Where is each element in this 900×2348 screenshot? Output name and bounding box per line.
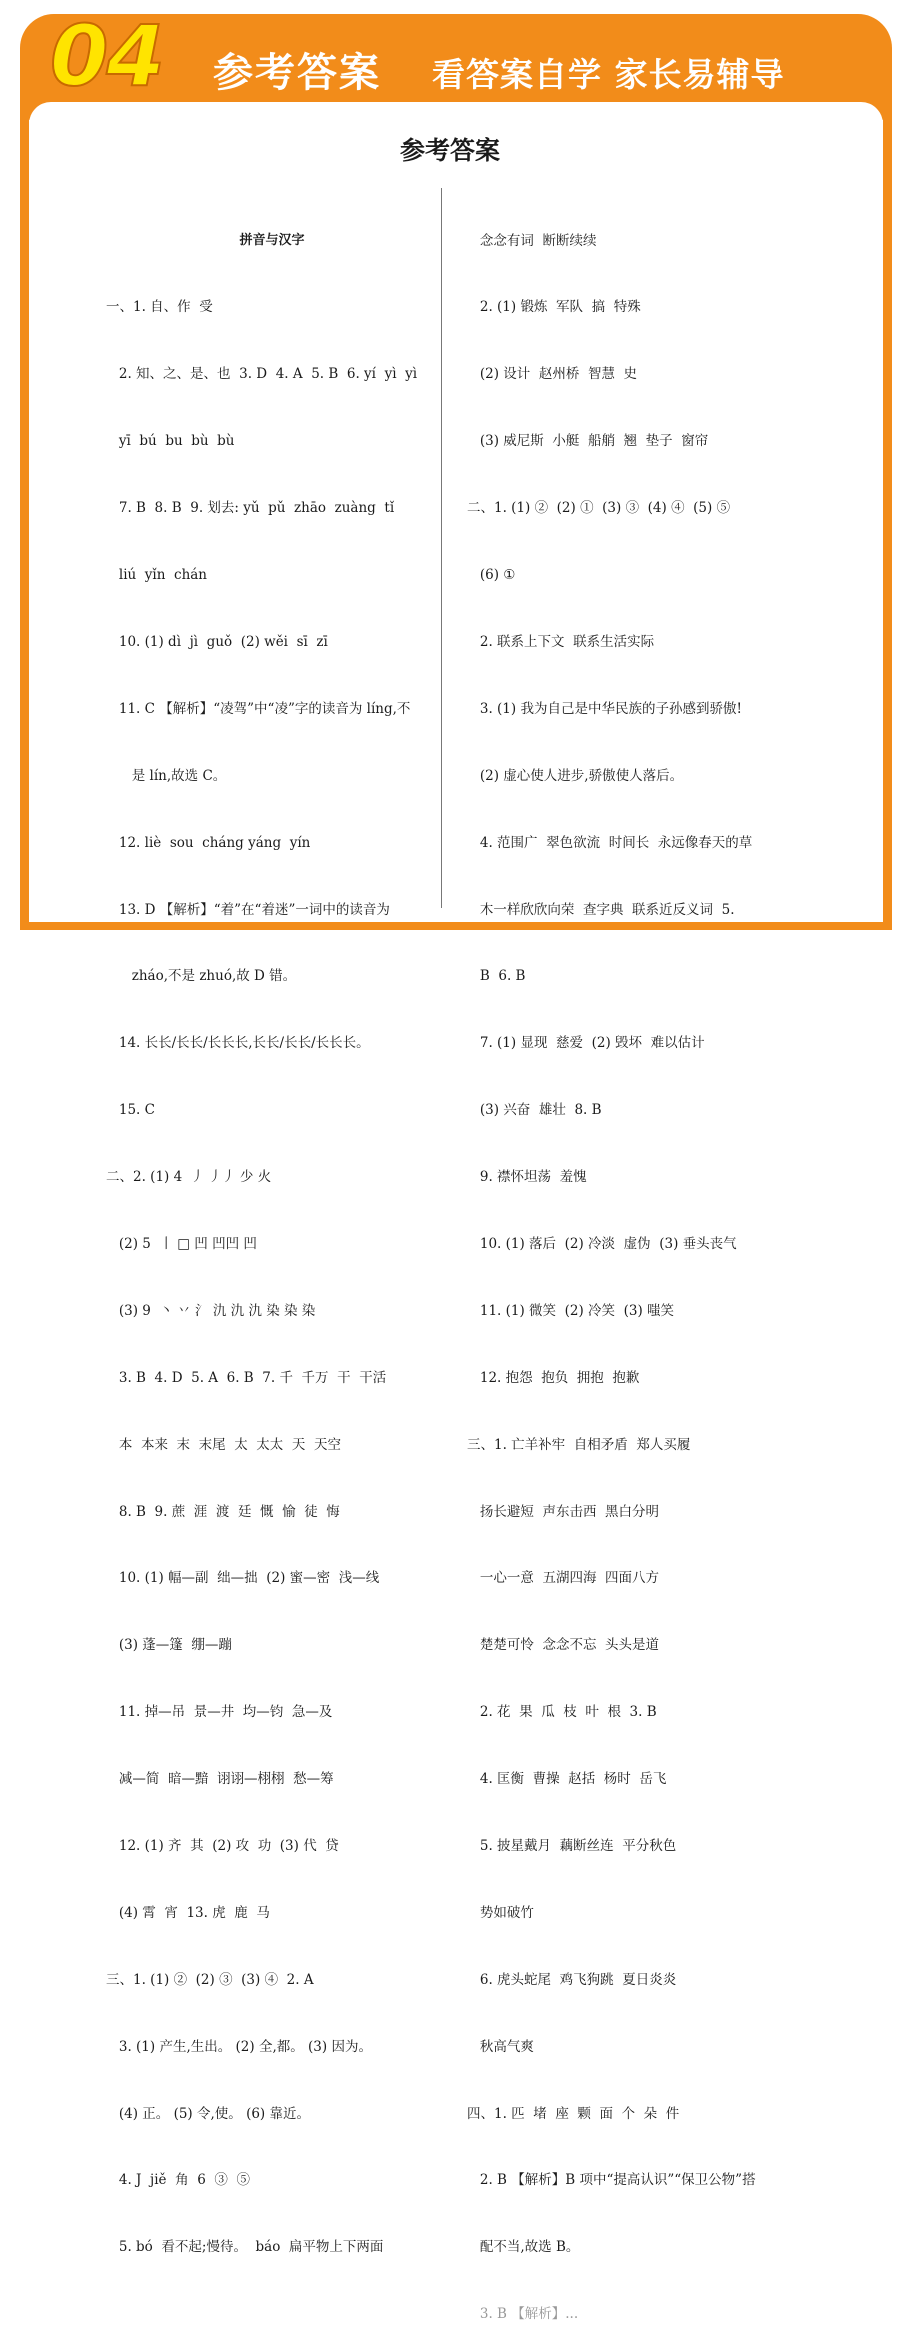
answer-line: (3) 9 丶 丷 氵 氿 氿 氿 染 染 染 bbox=[106, 1302, 316, 1319]
answer-line: 15. C bbox=[106, 1102, 155, 1119]
section-number-badge: 04 bbox=[50, 7, 163, 105]
answer-line: (3) 兴奋 雄壮 8. B bbox=[467, 1102, 602, 1119]
answer-line: 2. 知、之、是、也 3. D 4. A 5. B 6. yí yì yì bbox=[106, 366, 418, 383]
answer-line: 3. B 【解析】... bbox=[467, 2306, 579, 2323]
answer-line: 是 lín,故选 C。 bbox=[106, 767, 227, 784]
answer-line: 2. 联系上下文 联系生活实际 bbox=[467, 633, 655, 650]
answer-line: (4) 正。 (5) 令,使。 (6) 靠近。 bbox=[106, 2105, 310, 2122]
header-title: 参考答案 bbox=[213, 50, 381, 96]
answer-line: 9. 襟怀坦荡 羞愧 bbox=[467, 1169, 587, 1186]
answer-line: (2) 5 丨 □ 凹 凹凹 凹 bbox=[106, 1235, 257, 1252]
answer-line: 本 本来 末 末尾 太 太太 天 天空 bbox=[106, 1436, 341, 1453]
answer-line: (4) 霄 宵 13. 虎 鹿 马 bbox=[106, 1904, 270, 1921]
answer-line: 3. B 4. D 5. A 6. B 7. 千 千万 干 干活 bbox=[106, 1369, 387, 1386]
answer-line: (2) 设计 赵州桥 智慧 史 bbox=[467, 366, 638, 383]
answer-line: (2) 虚心使人进步,骄傲使人落后。 bbox=[467, 767, 684, 784]
answer-line: 10. (1) 幅—副 绌—拙 (2) 蜜—密 浅—线 bbox=[106, 1570, 380, 1587]
answer-line: 减—简 暗—黯 诩诩—栩栩 愁—筹 bbox=[106, 1771, 334, 1788]
answer-line: 4. 匡衡 曹操 赵括 杨时 岳飞 bbox=[467, 1771, 667, 1788]
answer-line: 念念有词 断断续续 bbox=[467, 232, 597, 249]
answer-line: 二、1. (1) ② (2) ① (3) ③ (4) ④ (5) ⑤ bbox=[467, 500, 731, 517]
answer-line: 12. liè sou cháng yáng yín bbox=[106, 834, 311, 851]
answer-line: (3) 威尼斯 小艇 船艄 翘 垫子 窗帘 bbox=[467, 433, 709, 450]
answer-line: 4. 范围广 翠色欲流 时间长 永远像春天的草 bbox=[467, 834, 753, 851]
answer-line: 3. (1) 产生,生出。 (2) 全,都。 (3) 因为。 bbox=[106, 2038, 372, 2055]
answer-line: 8. B 9. 蔗 涯 渡 廷 慨 愉 徒 悔 bbox=[106, 1503, 340, 1520]
answer-line: 11. 掉—吊 景—井 均—钧 急—及 bbox=[106, 1704, 333, 1721]
header-subtitle: 看答案自学 家长易辅导 bbox=[432, 55, 785, 94]
answer-line: (3) 蓬—篷 绷—蹦 bbox=[106, 1637, 232, 1654]
answer-line: 木一样欣欣向荣 查字典 联系近反义词 5. bbox=[467, 901, 735, 918]
answer-line: 6. 虎头蛇尾 鸡飞狗跳 夏日炎炎 bbox=[467, 1971, 677, 1988]
answer-line: 一、1. 自、作 受 bbox=[106, 299, 213, 316]
answer-line: 11. C 【解析】“凌驾”中“凌”字的读音为 líng,不 bbox=[106, 700, 411, 717]
answer-line: 扬长避短 声东击西 黑白分明 bbox=[467, 1503, 660, 1520]
answer-line: 7. (1) 显现 慈爱 (2) 毁坏 难以估计 bbox=[467, 1035, 705, 1052]
answer-line: 楚楚可怜 念念不忘 头头是道 bbox=[467, 1637, 660, 1654]
answer-line: 13. D 【解析】“着”在“着迷”一词中的读音为 bbox=[106, 901, 390, 918]
answer-line: 三、1. 亡羊补牢 自相矛盾 郑人买履 bbox=[467, 1436, 691, 1453]
answer-line: 4. J jiě 角 6 ③ ⑤ bbox=[106, 2172, 250, 2189]
section-heading: 拼音与汉字 bbox=[239, 232, 305, 248]
answer-line: 7. B 8. B 9. 划去: yǔ pǔ zhāo zuàng tǐ bbox=[106, 500, 395, 517]
answer-line: 秋高气爽 bbox=[467, 2038, 534, 2055]
answer-line: 势如破竹 bbox=[467, 1904, 534, 1921]
answer-line: yī bú bu bù bù bbox=[106, 433, 235, 450]
answer-line: 四、1. 匹 堵 座 颗 面 个 朵 件 bbox=[467, 2105, 680, 2122]
answer-line: 14. 长长/长长/长长长,长长/长长/长长长。 bbox=[106, 1035, 370, 1052]
answer-line: 三、1. (1) ② (2) ③ (3) ④ 2. A bbox=[106, 1971, 314, 1988]
answer-line: 5. 披星戴月 藕断丝连 平分秋色 bbox=[467, 1837, 677, 1854]
column-divider bbox=[441, 188, 442, 908]
answer-line: 配不当,故选 B。 bbox=[467, 2239, 580, 2256]
answer-line: 二、2. (1) 4 丿 丿丿 少 火 bbox=[106, 1169, 272, 1186]
answer-line: 一心一意 五湖四海 四面八方 bbox=[467, 1570, 660, 1587]
answer-line: B 6. B bbox=[467, 968, 526, 985]
answer-line: 2. B 【解析】B 项中“提高认识”“保卫公物”搭 bbox=[467, 2172, 756, 2189]
answer-line: 3. (1) 我为自己是中华民族的子孙感到骄傲! bbox=[467, 700, 742, 717]
answer-line: zháo,不是 zhuó,故 D 错。 bbox=[106, 968, 297, 985]
answer-line: 2. (1) 锻炼 军队 搞 特殊 bbox=[467, 299, 641, 316]
answer-line: 12. 抱怨 抱负 拥抱 抱歉 bbox=[467, 1369, 640, 1386]
document-title: 参考答案 bbox=[399, 136, 500, 165]
answer-line: 10. (1) 落后 (2) 冷淡 虚伪 (3) 垂头丧气 bbox=[467, 1235, 737, 1252]
answer-line: 5. bó 看不起;慢待。 báo 扁平物上下两面 bbox=[106, 2239, 384, 2256]
answer-line: 12. (1) 齐 其 (2) 攻 功 (3) 代 贷 bbox=[106, 1837, 339, 1854]
answer-line: (6) ① bbox=[467, 567, 516, 584]
answer-line: 11. (1) 微笑 (2) 冷笑 (3) 嗤笑 bbox=[467, 1302, 675, 1319]
answer-line: 2. 花 果 瓜 枝 叶 根 3. B bbox=[467, 1704, 657, 1721]
left-column bbox=[106, 185, 438, 2281]
answer-line: liú yǐn chán bbox=[106, 567, 208, 584]
right-column bbox=[467, 185, 887, 2348]
answer-line: 10. (1) dì jì guǒ (2) wěi sī zī bbox=[106, 633, 328, 650]
